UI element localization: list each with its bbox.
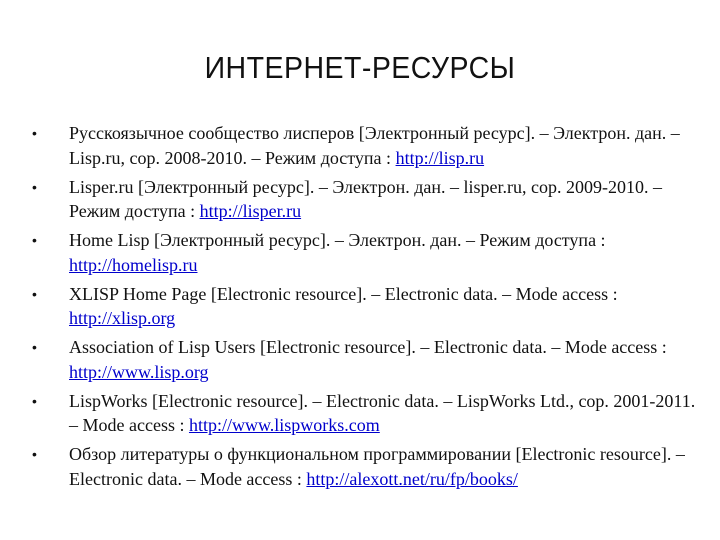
resource-link[interactable]: http://alexott.net/ru/fp/books/ xyxy=(306,468,518,489)
resource-link[interactable]: http://homelisp.ru xyxy=(69,254,198,275)
resource-link[interactable]: http://xlisp.org xyxy=(69,308,176,328)
bullet-icon: • xyxy=(32,178,37,195)
resource-link[interactable]: http://lisp.ru xyxy=(395,147,485,168)
resource-link[interactable]: http://lisper.ru xyxy=(199,201,302,221)
list-item xyxy=(28,121,699,170)
resource-link[interactable]: http://www.lisp.org xyxy=(69,361,209,382)
slide-title: ИНТЕРНЕТ-РЕСУРСЫ xyxy=(204,50,516,85)
bullet-icon: • xyxy=(32,446,37,462)
bullet-icon: • xyxy=(32,232,37,248)
item-text: XLISP Home Page [Electronic resource]. – Electronic data. – Mode access : xyxy=(69,283,618,304)
bullet-icon: • xyxy=(32,125,37,141)
item-text: Обзор литературы о функциональном программировании [Electronic resource]. – Electronic data. – Mode access : xyxy=(69,444,685,489)
item-text: Association of Lisp Users [Electronic resource]. – Electronic data. – Mode access : xyxy=(69,337,667,357)
list-item xyxy=(28,228,699,277)
item-text: LispWorks [Electronic resource]. – Electronic data. – LispWorks Ltd., cop. 2001-2011. – Mode access : xyxy=(69,390,696,435)
item-text: Lisper.ru [Электронный ресурс]. – Электрон. дан. – lisper.ru, cop. 2009-2010. – Режим доступа : xyxy=(69,176,662,221)
resource-list xyxy=(28,121,708,496)
item-text: Русскоязычное сообщество лисперов [Электронный ресурс]. – Электрон. дан. – Lisp.ru, cop. 2008-2010. – Режим доступа : xyxy=(69,123,680,168)
bullet-icon: • xyxy=(32,339,37,355)
list-item xyxy=(28,442,699,491)
bullet-icon: • xyxy=(32,392,37,409)
item-text: Home Lisp [Электронный ресурс]. – Электрон. дан. – Режим доступа : xyxy=(69,230,606,250)
bullet-icon: • xyxy=(32,285,37,302)
list-item xyxy=(28,175,699,224)
resource-link[interactable]: http://www.lispworks.com xyxy=(188,415,380,435)
list-item xyxy=(28,282,699,331)
list-item xyxy=(28,335,699,384)
list-item xyxy=(28,389,699,438)
